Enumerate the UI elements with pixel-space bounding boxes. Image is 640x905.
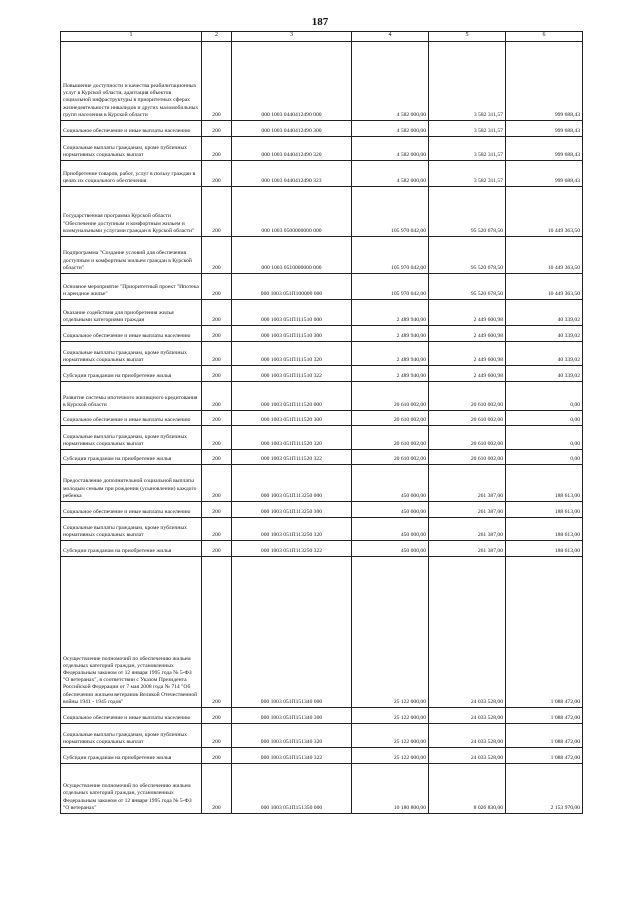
row-approved-cell: 20 610 002,00: [352, 426, 429, 450]
row-code-cell: 200: [202, 366, 232, 382]
row-approved-cell: 2 489 940,00: [352, 366, 429, 382]
row-executed-cell: 2 449 600,98: [429, 300, 506, 326]
row-executed-cell: 20 610 002,00: [429, 411, 506, 426]
table-row: [61, 42, 583, 121]
row-code-cell: 200: [202, 708, 232, 724]
row-approved-cell: 20 610 002,00: [352, 450, 429, 465]
row-code-cell: 200: [202, 342, 232, 366]
row-unexecuted-cell: 1 088 472,00: [506, 708, 583, 724]
row-name-cell: Социальное обеспечение и иные выплаты населению: [61, 121, 202, 137]
row-kbk-cell: 000 1003 051П111520 000: [232, 382, 352, 411]
row-executed-cell: 2 449 600,98: [429, 326, 506, 342]
row-approved-cell: 25 122 000,00: [352, 708, 429, 724]
row-executed-cell: 95 520 678,50: [429, 274, 506, 300]
row-approved-cell: 20 610 002,00: [352, 411, 429, 426]
table-row: [61, 326, 583, 342]
row-code-cell: 200: [202, 764, 232, 814]
row-code-cell: 200: [202, 426, 232, 450]
row-kbk-cell: 000 1003 051П151340 320: [232, 724, 352, 748]
row-name-cell: Социальные выплаты гражданам, кроме публичных нормативных социальных выплат: [61, 137, 202, 161]
row-code-cell: 200: [202, 121, 232, 137]
row-unexecuted-cell: 999 688,43: [506, 161, 583, 187]
table-row: [61, 137, 583, 161]
row-approved-cell: 4 582 000,00: [352, 121, 429, 137]
row-kbk-cell: 000 1003 051П100000 000: [232, 274, 352, 300]
row-name-cell: Осуществление полномочий по обеспечению жильем отдельных категорий граждан, установленных Федеральным законом от 12 января 1995 года № 5-ФЗ "О ветеранах": [61, 764, 202, 814]
row-code-cell: 200: [202, 411, 232, 426]
row-executed-cell: 3 582 311,57: [429, 161, 506, 187]
row-executed-cell: 20 610 002,00: [429, 382, 506, 411]
row-kbk-cell: 000 1003 051П151340 322: [232, 748, 352, 764]
row-executed-cell: 24 033 528,00: [429, 557, 506, 708]
row-unexecuted-cell: 1 088 472,00: [506, 557, 583, 708]
row-approved-cell: 25 122 000,00: [352, 557, 429, 708]
row-approved-cell: 4 582 000,00: [352, 161, 429, 187]
row-kbk-cell: 000 1003 051П113250 322: [232, 541, 352, 557]
row-kbk-cell: 000 1003 051П111520 300: [232, 411, 352, 426]
row-unexecuted-cell: 40 339,02: [506, 326, 583, 342]
row-executed-cell: 261 387,00: [429, 465, 506, 502]
row-approved-cell: 2 489 940,00: [352, 342, 429, 366]
table-row: [61, 502, 583, 518]
row-executed-cell: 24 033 528,00: [429, 748, 506, 764]
row-executed-cell: 24 033 528,00: [429, 708, 506, 724]
row-name-cell: Субсидии гражданам на приобретение жилья: [61, 366, 202, 382]
table-row: [61, 342, 583, 366]
table-row: [61, 708, 583, 724]
header-col-4: 4: [352, 32, 429, 42]
row-unexecuted-cell: 999 688,43: [506, 42, 583, 121]
row-code-cell: 200: [202, 42, 232, 121]
row-code-cell: 200: [202, 502, 232, 518]
row-executed-cell: 95 520 678,50: [429, 237, 506, 274]
row-unexecuted-cell: 40 339,02: [506, 300, 583, 326]
row-code-cell: 200: [202, 724, 232, 748]
row-name-cell: Предоставление дополнительной социальной выплаты молодым семьям при рождении (усыновлении) каждого ребенка: [61, 465, 202, 502]
row-unexecuted-cell: 40 339,02: [506, 366, 583, 382]
row-name-cell: Государственная программа Курской области "Обеспечение доступным и комфортным жильем и коммунальными услугами граждан в Курской области": [61, 187, 202, 237]
row-executed-cell: 95 520 678,50: [429, 187, 506, 237]
row-name-cell: Осуществление полномочий по обеспечению жильем отдельных категорий граждан, установленных Федеральным законом от 12 января 1995 года № 5-ФЗ "О ветеранах", в соответствии с Указом Президента Российской Федерации от 7 мая 2008 года № 714 "Об обеспечении жильем ветеранов Великой Отечественной войны 1941 - 1945 годов": [61, 557, 202, 708]
table-row: [61, 465, 583, 502]
row-unexecuted-cell: 0,00: [506, 450, 583, 465]
table-row: [61, 300, 583, 326]
table-row: [61, 274, 583, 300]
row-approved-cell: 4 582 000,00: [352, 42, 429, 121]
row-approved-cell: 105 970 042,00: [352, 187, 429, 237]
row-name-cell: Социальное обеспечение и иные выплаты населению: [61, 502, 202, 518]
row-name-cell: Социальное обеспечение и иные выплаты населению: [61, 326, 202, 342]
table-row: [61, 541, 583, 557]
row-name-cell: Субсидии гражданам на приобретение жилья: [61, 748, 202, 764]
row-name-cell: Социальное обеспечение и иные выплаты населению: [61, 708, 202, 724]
row-code-cell: 200: [202, 137, 232, 161]
row-name-cell: Повышение доступности и качества реабилитационных услуг в Курской области, адаптация объектов социальной инфраструктуры в приоритетных сферах жизнедеятельности инвалидов и других маломобильных групп населения в Курской области: [61, 42, 202, 121]
row-unexecuted-cell: 1 088 472,00: [506, 724, 583, 748]
row-approved-cell: 450 000,00: [352, 465, 429, 502]
row-unexecuted-cell: 10 449 363,50: [506, 274, 583, 300]
row-executed-cell: 8 026 830,00: [429, 764, 506, 814]
row-kbk-cell: 000 1003 0500000000 000: [232, 187, 352, 237]
row-code-cell: 200: [202, 541, 232, 557]
row-unexecuted-cell: 0,00: [506, 382, 583, 411]
row-executed-cell: 261 387,00: [429, 541, 506, 557]
row-kbk-cell: 000 1003 051П111520 322: [232, 450, 352, 465]
row-code-cell: 200: [202, 300, 232, 326]
row-approved-cell: 2 489 940,00: [352, 326, 429, 342]
table-row: [61, 121, 583, 137]
row-name-cell: Развитие системы ипотечного жилищного кредитования в Курской области: [61, 382, 202, 411]
row-code-cell: 200: [202, 518, 232, 541]
row-executed-cell: 20 610 002,00: [429, 450, 506, 465]
header-col-3: 3: [232, 32, 352, 42]
row-executed-cell: 261 387,00: [429, 502, 506, 518]
table-row: [61, 411, 583, 426]
table-row: [61, 450, 583, 465]
row-name-cell: Основное мероприятие "Приоритетный проект "Ипотека и арендное жилье": [61, 274, 202, 300]
row-code-cell: 200: [202, 450, 232, 465]
row-kbk-cell: 000 1003 051П111510 000: [232, 300, 352, 326]
row-executed-cell: 2 449 600,98: [429, 342, 506, 366]
row-name-cell: Социальное обеспечение и иные выплаты населению: [61, 411, 202, 426]
row-code-cell: 200: [202, 748, 232, 764]
row-code-cell: 200: [202, 161, 232, 187]
row-executed-cell: 24 033 528,00: [429, 724, 506, 748]
table-row: [61, 237, 583, 274]
row-unexecuted-cell: 2 153 970,00: [506, 764, 583, 814]
row-code-cell: 200: [202, 237, 232, 274]
row-approved-cell: 450 000,00: [352, 518, 429, 541]
row-kbk-cell: 000 1003 051П111510 322: [232, 366, 352, 382]
row-unexecuted-cell: 10 449 363,50: [506, 237, 583, 274]
row-executed-cell: 20 610 002,00: [429, 426, 506, 450]
row-kbk-cell: 000 1003 0510000000 000: [232, 237, 352, 274]
row-unexecuted-cell: 188 613,00: [506, 518, 583, 541]
table-row: [61, 748, 583, 764]
row-executed-cell: 3 582 311,57: [429, 121, 506, 137]
row-approved-cell: 105 970 042,00: [352, 237, 429, 274]
row-kbk-cell: 000 1003 051П113250 000: [232, 465, 352, 502]
table-row: [61, 382, 583, 411]
row-code-cell: 200: [202, 557, 232, 708]
row-kbk-cell: 000 1003 0440412490 300: [232, 121, 352, 137]
row-kbk-cell: 000 1003 051П113250 320: [232, 518, 352, 541]
row-approved-cell: 105 970 042,00: [352, 274, 429, 300]
header-col-6: 6: [506, 32, 583, 42]
row-name-cell: Социальные выплаты гражданам, кроме публичных нормативных социальных выплат: [61, 724, 202, 748]
table-row: [61, 518, 583, 541]
row-name-cell: Подпрограмма "Создание условий для обеспечения доступным и комфортным жильем граждан в Курской области": [61, 237, 202, 274]
table-row: [61, 557, 583, 708]
row-unexecuted-cell: 1 088 472,00: [506, 748, 583, 764]
row-executed-cell: 261 387,00: [429, 518, 506, 541]
table-row: [61, 426, 583, 450]
row-approved-cell: 25 122 000,00: [352, 724, 429, 748]
row-kbk-cell: 000 1003 051П151340 300: [232, 708, 352, 724]
row-name-cell: Субсидии гражданам на приобретение жилья: [61, 541, 202, 557]
table-row: [61, 161, 583, 187]
row-name-cell: Приобретение товаров, работ, услуг в пользу граждан в целях их социального обеспечения: [61, 161, 202, 187]
row-approved-cell: 25 122 000,00: [352, 748, 429, 764]
row-unexecuted-cell: 188 613,00: [506, 502, 583, 518]
row-code-cell: 200: [202, 326, 232, 342]
row-code-cell: 200: [202, 382, 232, 411]
header-col-2: 2: [202, 32, 232, 42]
row-unexecuted-cell: 188 613,00: [506, 465, 583, 502]
row-unexecuted-cell: 188 613,00: [506, 541, 583, 557]
row-approved-cell: 10 180 800,00: [352, 764, 429, 814]
row-code-cell: 200: [202, 187, 232, 237]
row-code-cell: 200: [202, 274, 232, 300]
row-unexecuted-cell: 999 688,43: [506, 137, 583, 161]
row-unexecuted-cell: 40 339,02: [506, 342, 583, 366]
row-kbk-cell: 000 1003 051П111520 320: [232, 426, 352, 450]
row-approved-cell: 4 582 000,00: [352, 137, 429, 161]
row-kbk-cell: 000 1003 051П111510 300: [232, 326, 352, 342]
row-kbk-cell: 000 1003 051П113250 300: [232, 502, 352, 518]
row-executed-cell: 2 449 600,98: [429, 366, 506, 382]
row-name-cell: Субсидии гражданам на приобретение жилья: [61, 450, 202, 465]
row-approved-cell: 450 000,00: [352, 541, 429, 557]
row-approved-cell: 20 610 002,00: [352, 382, 429, 411]
page-number: 187: [311, 16, 329, 28]
budget-execution-table: [60, 31, 583, 814]
row-unexecuted-cell: 0,00: [506, 426, 583, 450]
header-col-1: 1: [61, 32, 202, 42]
row-unexecuted-cell: 0,00: [506, 411, 583, 426]
row-unexecuted-cell: 10 449 363,50: [506, 187, 583, 237]
row-name-cell: Социальные выплаты гражданам, кроме публичных нормативных социальных выплат: [61, 342, 202, 366]
table-header-row: [61, 32, 583, 42]
table-row: [61, 724, 583, 748]
row-unexecuted-cell: 999 688,43: [506, 121, 583, 137]
row-kbk-cell: 000 1003 051П151340 000: [232, 557, 352, 708]
row-kbk-cell: 000 1003 051П111510 320: [232, 342, 352, 366]
row-kbk-cell: 000 1003 0440412490 320: [232, 137, 352, 161]
row-kbk-cell: 000 1003 051П151350 000: [232, 764, 352, 814]
table-row: [61, 187, 583, 237]
table-row: [61, 366, 583, 382]
row-code-cell: 200: [202, 465, 232, 502]
row-approved-cell: 2 489 940,00: [352, 300, 429, 326]
row-approved-cell: 450 000,00: [352, 502, 429, 518]
row-executed-cell: 3 582 311,57: [429, 42, 506, 121]
row-executed-cell: 3 582 311,57: [429, 137, 506, 161]
header-col-5: 5: [429, 32, 506, 42]
row-name-cell: Оказание содействия для приобретения жилья отдельными категориями граждан: [61, 300, 202, 326]
row-name-cell: Социальные выплаты гражданам, кроме публичных нормативных социальных выплат: [61, 426, 202, 450]
row-kbk-cell: 000 1003 0440412490 323: [232, 161, 352, 187]
row-name-cell: Социальные выплаты гражданам, кроме публичных нормативных социальных выплат: [61, 518, 202, 541]
table-row: [61, 764, 583, 814]
row-kbk-cell: 000 1003 0440412490 000: [232, 42, 352, 121]
